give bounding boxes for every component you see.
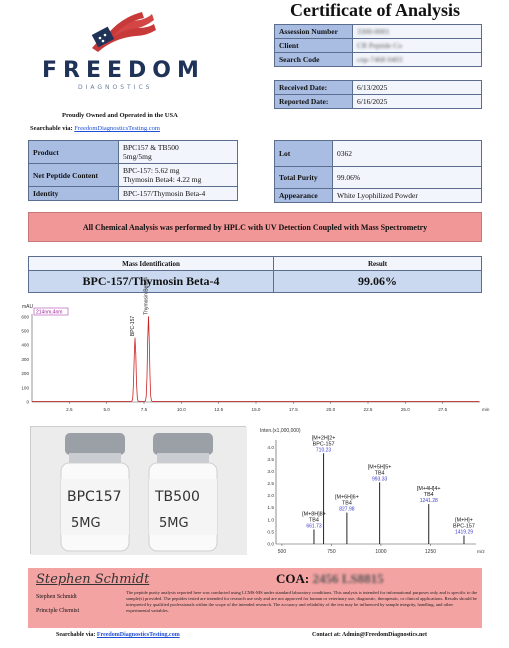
disclaimer-text: The peptide purity analysis reported here was conducted using LCMS-MS under standard laboratory conditions. This analysis is intended for informational purposes only and is specific to the sample(s) provided. The peptides tested are intended for research use only and are not approved for human or veterinary use, diagnostic, therapeutic, or clinical applications. Results should be interpreted by qualified professionals within the scope of the intended research. The accuracy and reliability of the test may be influenced by sample integrity, handling, and other experimental variables.: [126, 590, 478, 613]
chemist-role: Principle Chemist: [36, 608, 80, 614]
total-purity-value: 99.06%: [333, 167, 482, 189]
result-value: 99.06%: [274, 271, 482, 293]
mass-table: [28, 256, 482, 293]
ms-y-tick: 2.0: [267, 494, 274, 500]
net-peptide-line-2: Thymosin Beta4: 4.22 mg: [123, 175, 202, 184]
dates-table: [274, 80, 482, 109]
search-code-text: cnp-7468 0403: [357, 55, 403, 64]
ms-peak-mz: 710.23: [315, 447, 332, 454]
ms-x-tick: 750: [327, 549, 336, 555]
net-peptide-line-1: BPC-157: 5.62 mg: [123, 166, 180, 175]
bottom-search-link[interactable]: FreedomDiagnosticsTesting.com: [96, 632, 180, 638]
ms-y-tick: 0.0: [267, 542, 274, 548]
mass-value: BPC-157/Thymosin Beta-4: [29, 271, 274, 293]
product-line-1: BPC157 & TB500: [123, 143, 179, 152]
vial-right: [149, 433, 217, 551]
ms-x-tick: 1250: [424, 549, 437, 555]
chrom-x-tick: 15.0: [251, 407, 261, 412]
ms-peak-mz: 1241.28: [419, 498, 438, 505]
chrom-y-tick: 300: [21, 356, 29, 362]
ms-peak-ion: [M+H]+: [455, 517, 473, 524]
chrom-x-tick: 22.5: [363, 407, 373, 412]
product-value: [119, 141, 238, 164]
appearance-label: Appearance: [275, 189, 333, 203]
ms-peak-mz: 993.33: [371, 476, 388, 483]
table-row: [275, 167, 482, 189]
lot-table: [274, 140, 482, 203]
ms-peak-name: TB4: [374, 470, 385, 477]
client-text: CR Peptide Co: [357, 41, 403, 50]
table-row: [29, 187, 238, 201]
table-row: [275, 189, 482, 203]
ms-peak-ion: [M+2H]2+: [311, 435, 336, 442]
ms-y-tick: 0.5: [267, 530, 274, 536]
chrom-y-tick: 600: [21, 314, 29, 320]
flag-logo-icon: [90, 8, 160, 56]
table-row: [29, 164, 238, 187]
coa-label: COA:: [276, 571, 310, 586]
chrom-x-tick: 20.0: [326, 407, 336, 412]
bottom-searchable: [56, 632, 180, 638]
ms-peak-name: TB4: [423, 492, 434, 499]
table-row: [275, 39, 482, 53]
ms-y-label: Inten.(x1,000,000): [260, 428, 301, 434]
table-row: [275, 95, 482, 109]
chrom-y-tick: 0: [26, 399, 29, 405]
chrom-peak-label: Thymosin Beta-4: [143, 277, 150, 315]
ms-y-tick: 2.5: [267, 482, 274, 488]
hplc-note: All Chemical Analysis was performed by HPLC with UV Detection Coupled with Mass Spectrometry: [28, 212, 482, 242]
vial-left-label: BPC157: [67, 489, 122, 505]
ms-background: [258, 426, 486, 564]
contact-line: Contact at: Admin@FreedomDiagnostics.net: [312, 632, 427, 638]
client-value: [353, 39, 482, 53]
ms-x-unit: m/z: [477, 550, 485, 555]
ms-x-tick: 500: [277, 549, 287, 555]
ms-peak-ion: [M+5H]5+: [367, 464, 392, 471]
table-row: [275, 81, 482, 95]
searchable-line: [30, 125, 160, 132]
brand-subtitle: DIAGNOSTICS: [78, 84, 153, 91]
identity-label: Identity: [29, 187, 119, 201]
product-label: Product: [29, 141, 119, 164]
reported-date-label: Reported Date:: [275, 95, 353, 109]
ms-y-tick: 1.0: [267, 518, 274, 524]
ms-peak-name: TB4: [341, 500, 352, 507]
ms-peak-name: BPC-157: [453, 523, 475, 530]
vial-left-dose: 5MG: [71, 516, 101, 531]
reported-date-value: 6/16/2025: [353, 95, 482, 109]
received-date-label: Received Date:: [275, 81, 353, 95]
ms-y-tick: 1.5: [267, 506, 274, 512]
table-row: [29, 271, 482, 293]
ms-peak-ion: [M+8H]8+: [302, 511, 326, 518]
client-label: Client: [275, 39, 353, 53]
brand-wordmark: FREEDOM: [42, 58, 205, 83]
net-peptide-value: [119, 164, 238, 187]
chrom-x-tick: 12.5: [214, 407, 224, 412]
bottom-search-label: Searchable via:: [56, 632, 96, 638]
product-table: [28, 140, 238, 201]
coa-value: 2456 LS8815: [312, 571, 384, 586]
table-row: [29, 257, 482, 271]
vials-photo: [30, 426, 246, 554]
chrom-y-tick: 500: [21, 328, 29, 334]
ms-peak-name: BPC-157: [312, 441, 335, 448]
net-peptide-label: Net Peptide Content: [29, 164, 119, 187]
search-code-label: Search Code: [275, 53, 353, 67]
lot-label: Lot: [275, 141, 333, 167]
ms-peak-mz: 661.73: [306, 523, 322, 530]
chrom-y-tick: 100: [21, 385, 29, 391]
ms-peak-mz: 827.98: [339, 506, 355, 513]
table-row: [275, 53, 482, 67]
chrom-x-tick: 25.0: [400, 407, 410, 412]
chemist-name: Stephen Schmidt: [36, 594, 77, 600]
coa-number: [276, 571, 384, 587]
owned-statement: Proudly Owned and Operated in the USA: [62, 112, 178, 119]
ms-y-tick: 4.0: [267, 445, 274, 451]
chemist-signature: Stephen Schmidt: [36, 572, 150, 587]
chrom-peak-label: BPC-157: [130, 315, 137, 337]
ms-y-tick: 3.5: [267, 457, 274, 463]
ms-peak-name: TB4: [309, 517, 319, 524]
vial-right-label: TB500: [155, 489, 200, 505]
table-row: [275, 25, 482, 39]
identity-value: BPC-157/Thymosin Beta-4: [119, 187, 238, 201]
ms-peak-ion: [M+4H]4+: [416, 486, 441, 493]
assession-number-text: 3300-0001: [357, 27, 390, 36]
appearance-value: White Lyophilized Powder: [333, 189, 482, 203]
searchable-label: Searchable via:: [30, 125, 73, 132]
assession-number-value: [353, 25, 482, 39]
chrom-x-tick: 2.5: [66, 407, 73, 412]
chrom-legend-text: 214nm,4nm: [36, 309, 63, 316]
ms-y-tick: 3.0: [267, 469, 274, 475]
chrom-x-tick: 7.5: [140, 407, 148, 412]
mass-header: Mass Identification: [29, 257, 274, 271]
ms-peak-mz: 1419.29: [454, 529, 474, 536]
chrom-x-tick: 5.0: [103, 407, 110, 412]
mass-spectrum: [258, 426, 486, 564]
chrom-y-tick: 200: [21, 371, 29, 377]
lot-value: 0362: [333, 141, 482, 167]
received-date-value: 6/13/2025: [353, 81, 482, 95]
chrom-x-tick: 10.0: [176, 407, 186, 412]
vial-right-dose: 5MG: [159, 516, 189, 531]
search-code-value: [353, 53, 482, 67]
product-line-2: 5mg/5mg: [123, 152, 152, 161]
chrom-y-label: mAU: [22, 304, 34, 310]
total-purity-label: Total Purity: [275, 167, 333, 189]
chrom-x-tick: 27.5: [438, 407, 448, 412]
chrom-y-tick: 400: [21, 342, 29, 348]
ms-x-tick: 1000: [375, 549, 387, 555]
vials-illustration: [31, 427, 247, 555]
signature-panel: [28, 568, 482, 628]
vial-left: [61, 433, 129, 551]
result-header: Result: [274, 257, 482, 271]
table-row: [275, 141, 482, 167]
ms-peak-ion: [M+6H]6+: [335, 494, 359, 501]
assession-number-label: Assession Number: [275, 25, 353, 39]
page-title: Certificate of Analysis: [290, 0, 460, 20]
assession-table: [274, 24, 482, 67]
searchable-link[interactable]: FreedomDiagnosticsTesting.com: [74, 125, 160, 132]
chrom-x-unit: min: [482, 407, 490, 412]
table-row: [29, 141, 238, 164]
chrom-x-tick: 17.5: [288, 407, 298, 412]
